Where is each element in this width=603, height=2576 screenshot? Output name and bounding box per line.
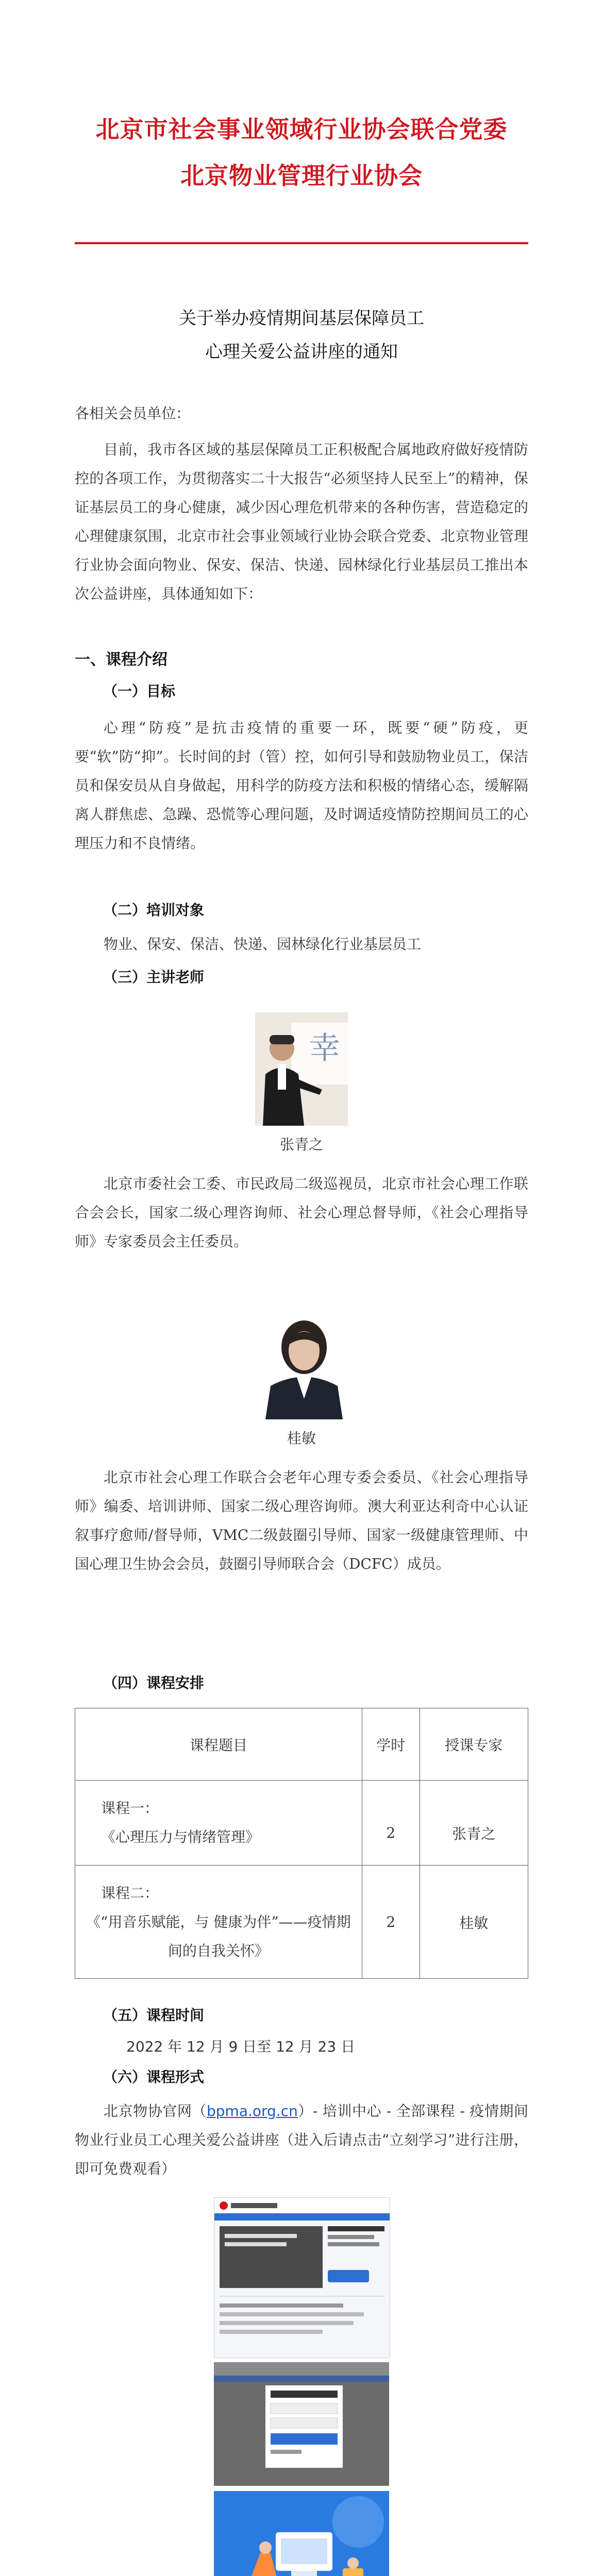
target-heading: （二）培训对象: [103, 902, 205, 919]
section1-heading: 一、课程介绍: [75, 651, 167, 669]
course2-expert: 桂敏: [420, 1866, 528, 1979]
course1-title: 《心理压力与情绪管理》: [101, 1828, 260, 1845]
target-paragraph: 物业、保安、保洁、快递、园林绿化行业基层员工: [104, 936, 422, 953]
promo-screenshot: [214, 2491, 389, 2576]
course1-topic: [75, 1781, 362, 1866]
header-title-line2: 北京物业管理行业协会: [180, 162, 423, 190]
col-expert-header: 授课专家: [420, 1708, 528, 1781]
svg-text:幸: 幸: [309, 1030, 340, 1066]
teacher2-photo-illustration: [260, 1309, 348, 1419]
course2-hours: 2: [362, 1866, 420, 1979]
table-row: [75, 1781, 528, 1866]
doc-title-line2: 心理关爱公益讲座的通知: [205, 342, 398, 362]
teacher1-bio: 北京市委社会工委、市民政局二级巡视员，北京市社会心理工作联合会会长，国家二级心理咨询师、社会心理总督导师，《社会心理指导师》专家委员会主任委员。: [75, 1175, 528, 1250]
course1-label: 课程一：: [101, 1800, 159, 1817]
header-divider: [75, 242, 528, 244]
website-screenshot-illustration: [214, 2198, 390, 2358]
salutation: 各相关会员单位：: [75, 405, 191, 422]
course1-hours: 2: [362, 1781, 420, 1866]
bpma-link[interactable]: bpma.org.cn: [207, 2103, 298, 2120]
course2-title: 《“用音乐赋能，与 健康为伴”——疫情期间的自我关怀》: [86, 1913, 351, 1959]
course2-topic: [75, 1866, 362, 1979]
course1-expert: 张青之: [420, 1781, 528, 1866]
doc-title-line1: 关于举办疫情期间基层保障员工: [179, 308, 424, 329]
teacher2-bio: 北京市社会心理工作联合会老年心理专委会委员、《社会心理指导师》编委、培训讲师、国家二级心理咨询师。澳大利亚达利奇中心认证叙事疗愈师/督导师，VMC二级鼓圈引导师、国家一级健康管理师、中国心理卫生协会会员，鼓圈引导师联合会（DCFC）成员。: [75, 1469, 528, 1572]
time-heading: （五）课程时间: [103, 2007, 205, 2024]
course-table: [75, 1708, 528, 1979]
goal-paragraph: 心理“防疫”是抗击疫情的重要一环，既要“硬”防疫，更要“软”防“抑”。长时间的封（管）控，如何引导和鼓励物业员工，保洁员和保安员从自身做起，用科学的防疫方法和积极的情绪心态，缓解隔离人群焦虑、急躁、恐慌等心理问题，及时调适疫情防控期间员工的心理压力和不良情绪。: [75, 719, 528, 852]
time-text: 2022 年 12 月 9 日至 12 月 23 日: [126, 2038, 356, 2055]
col-topic-header: 课程题目: [75, 1708, 362, 1781]
intro-paragraph: 目前，我市各区域的基层保障员工正积极配合属地政府做好疫情防控的各项工作，为贯彻落实二十大报告“必须坚持人民至上”的精神，保证基层员工的身心健康，减少因心理危机带来的各种伤害，营造稳定的心理健康氛围，北京市社会事业领域行业协会联合党委、北京物业管理行业协会面向物业、保安、保洁、快递、园林绿化行业基层员工推出本次公益讲座，具体通知如下：: [75, 441, 528, 602]
format-suffix: ）- 培训中心 - 全部课程 - 疫情期间物业行业员工心理关爱公益讲座（进入后请点击“立刻学习”进行注册，即可免费观看）: [75, 2103, 528, 2177]
col-hours-header: 学时: [362, 1708, 420, 1781]
login-screenshot: [214, 2362, 389, 2486]
login-screenshot-illustration: [214, 2362, 389, 2486]
table-header-row: [75, 1708, 528, 1781]
format-paragraph: [75, 2097, 528, 2183]
format-heading: （六）课程形式: [103, 2069, 205, 2086]
promo-screenshot-illustration: [214, 2491, 389, 2576]
header-title-line1: 北京市社会事业领域行业协会联合党委: [95, 115, 508, 143]
teacher-heading: （三）主讲老师: [103, 969, 205, 986]
course2-label: 课程二：: [101, 1884, 159, 1902]
teacher1-name: 张青之: [279, 1136, 323, 1153]
teacher1-photo: [255, 1012, 348, 1126]
website-screenshot: [214, 2197, 390, 2358]
format-prefix: 北京物协官网（: [104, 2103, 207, 2120]
teacher1-photo-illustration: [255, 1012, 348, 1126]
teacher2-photo: [260, 1309, 348, 1419]
schedule-heading: （四）课程安排: [103, 1674, 205, 1691]
table-row: [75, 1866, 528, 1979]
teacher2-name: 桂敏: [287, 1430, 316, 1447]
goal-heading: （一）目标: [103, 683, 176, 700]
